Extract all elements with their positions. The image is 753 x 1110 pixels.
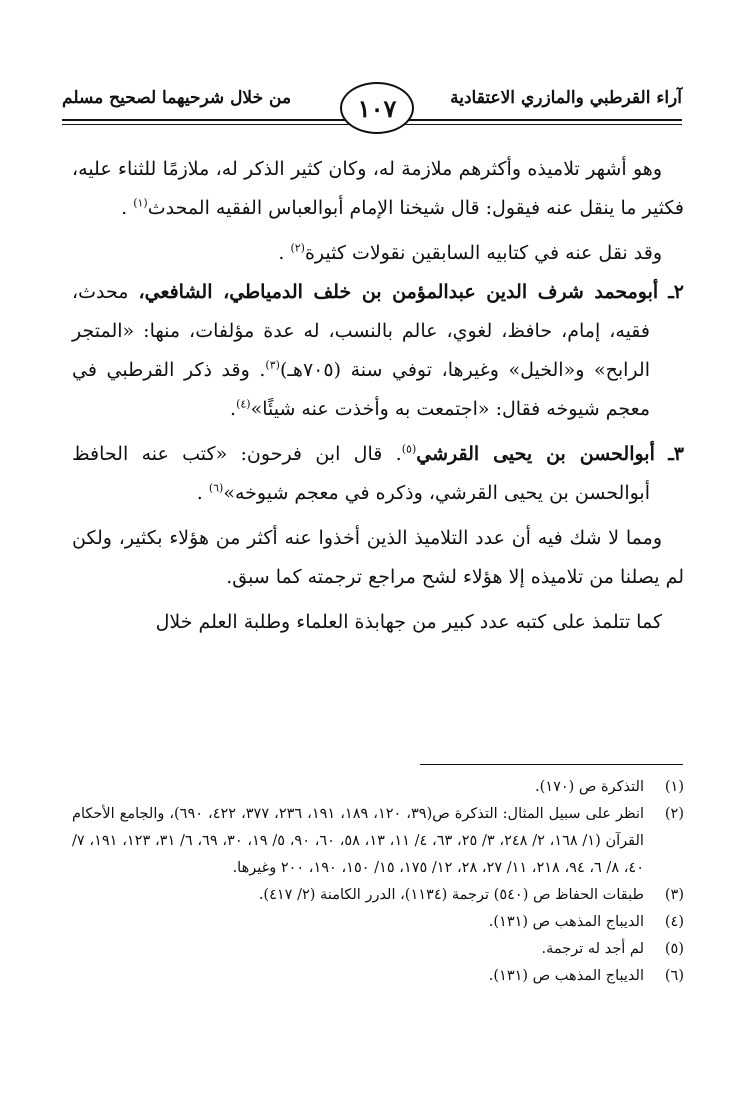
page-number [340,82,414,134]
list-item-3-text: . قال ابن فرحون: «كتب عنه الحافظ أبوالحسن بن يحيى القرشي، وذكره في معجم شيوخه» [72,443,650,504]
footnote-separator [420,764,683,765]
footnote-text: الديباج المذهب ص (١٣١). [488,968,644,984]
running-header [62,84,682,130]
footnote [72,774,684,801]
paragraph-2-text: وقد نقل عنه في كتابيه السابقين نقولات كثيرة [304,242,662,264]
footnote [72,909,684,936]
footnote-number: (٦) [664,968,684,984]
footnote [72,882,684,909]
list-item-2-name: أبومحمد شرف الدين عبدالمؤمن بن خلف الدمياطي، الشافعي، [138,281,659,303]
footnotes [72,774,684,990]
footnote-number: (٤) [664,914,684,930]
page-number-text: ١٠٧ [357,93,397,123]
footnote-number: (٣) [664,887,684,903]
list-item-3 [72,435,684,513]
footnote-text: انظر على سبيل المثال: التذكرة ص(٣٩، ١٢٠، ١٨٩، ١٩١، ٢٣٦، ٣٧٧، ٤٢٢، ٦٩٠)، والجامع الأحكام القرآن (١/ ١٦٨، ٢/ ٢٤٨، ٣/ ٢٥، ٦٣، ٤/ ١١، ١٣، ٥٨، ٦٠، ٩٠، ٥/ ١٩، ٣٠، ٦٩، ٦/ ٣١، ١٢٣، ١٩١، ٧/ ٤٠، ٨/ ٦، ٩٤، ٢١٨، ١١/ ٢٧، ٢٨، ١٢/ ١٧٥، ١٥/ ١٥٠، ١٩٠، ٢٠٠ وغيرها. [72,806,645,876]
list-item-2-number: ٢ـ [668,281,685,303]
list-item-2 [72,273,684,429]
footnote-ref-4: (٤) [236,397,251,411]
header-book-title: آراء القرطبي والمازري الاعتقادية [442,88,682,108]
footnote [72,936,684,963]
footnote-ref-5: (٥) [401,442,417,456]
footnote-ref-6: (٦) [208,481,224,495]
paragraph-1-end: . [121,197,128,219]
main-text [72,150,684,642]
list-item-3-end: . [196,482,203,504]
paragraph-2 [72,234,684,273]
header-book-subtitle: من خلال شرحيهما لصحيح مسلم [62,88,299,108]
list-item-2-text: محدث، فقيه، إمام، حافظ، لغوي، عالم بالنسب، له عدة مؤلفات، منها: «المتجر الرابح» و«الخيل» وغيرها، توفي سنة (٧٠٥هـ) [72,281,650,381]
footnote [72,963,684,990]
paragraph-1 [72,150,684,228]
paragraph-4: كما تتلمذ على كتبه عدد كبير من جهابذة العلماء وطلبة العلم خلال [155,611,662,633]
footnote-text: طبقات الحفاظ ص (٥٤٠) ترجمة (١١٣٤)، الدرر الكامنة (٢/ ٤١٧). [258,887,644,903]
footnote-text: لم أجد له ترجمة. [541,941,644,957]
list-item-2-text-2: . وقد ذكر القرطبي في معجم شيوخه فقال: «اجتمعت به وأخذت عنه شيئًا» [72,359,650,420]
footnote-text: التذكرة ص (١٧٠). [535,779,644,795]
footnote-text: الديباج المذهب ص (١٣١). [488,914,644,930]
footnote [72,801,684,882]
footnote-number: (٢) [664,806,684,822]
paragraph-3: ومما لا شك فيه أن عدد التلاميذ الذين أخذوا عنه أكثر من هؤلاء بكثير، ولكن لم يصلنا من تلاميذه إلا هؤلاء لشح مراجع ترجمته كما سبق. [72,527,684,588]
footnote-ref-1: (١) [133,196,148,210]
list-item-2-end: . [230,398,237,420]
paragraph-2-end: . [278,242,285,264]
paragraph-1-text: وهو أشهر تلاميذه وأكثرهم ملازمة له، وكان كثير الذكر له، ملازمًا للثناء عليه، فكثير ما ينقل عنه فيقول: قال شيخنا الإمام أبوالعباس الفقيه المحدث [72,158,684,219]
list-item-3-number: ٣ـ [668,443,684,465]
list-item-3-name: أبوالحسن بن يحيى القرشي [416,443,655,465]
footnote-ref-3: (٣) [265,358,280,372]
footnote-number: (٥) [664,941,684,957]
footnote-number: (١) [664,779,684,795]
footnote-ref-2: (٢) [290,241,305,255]
